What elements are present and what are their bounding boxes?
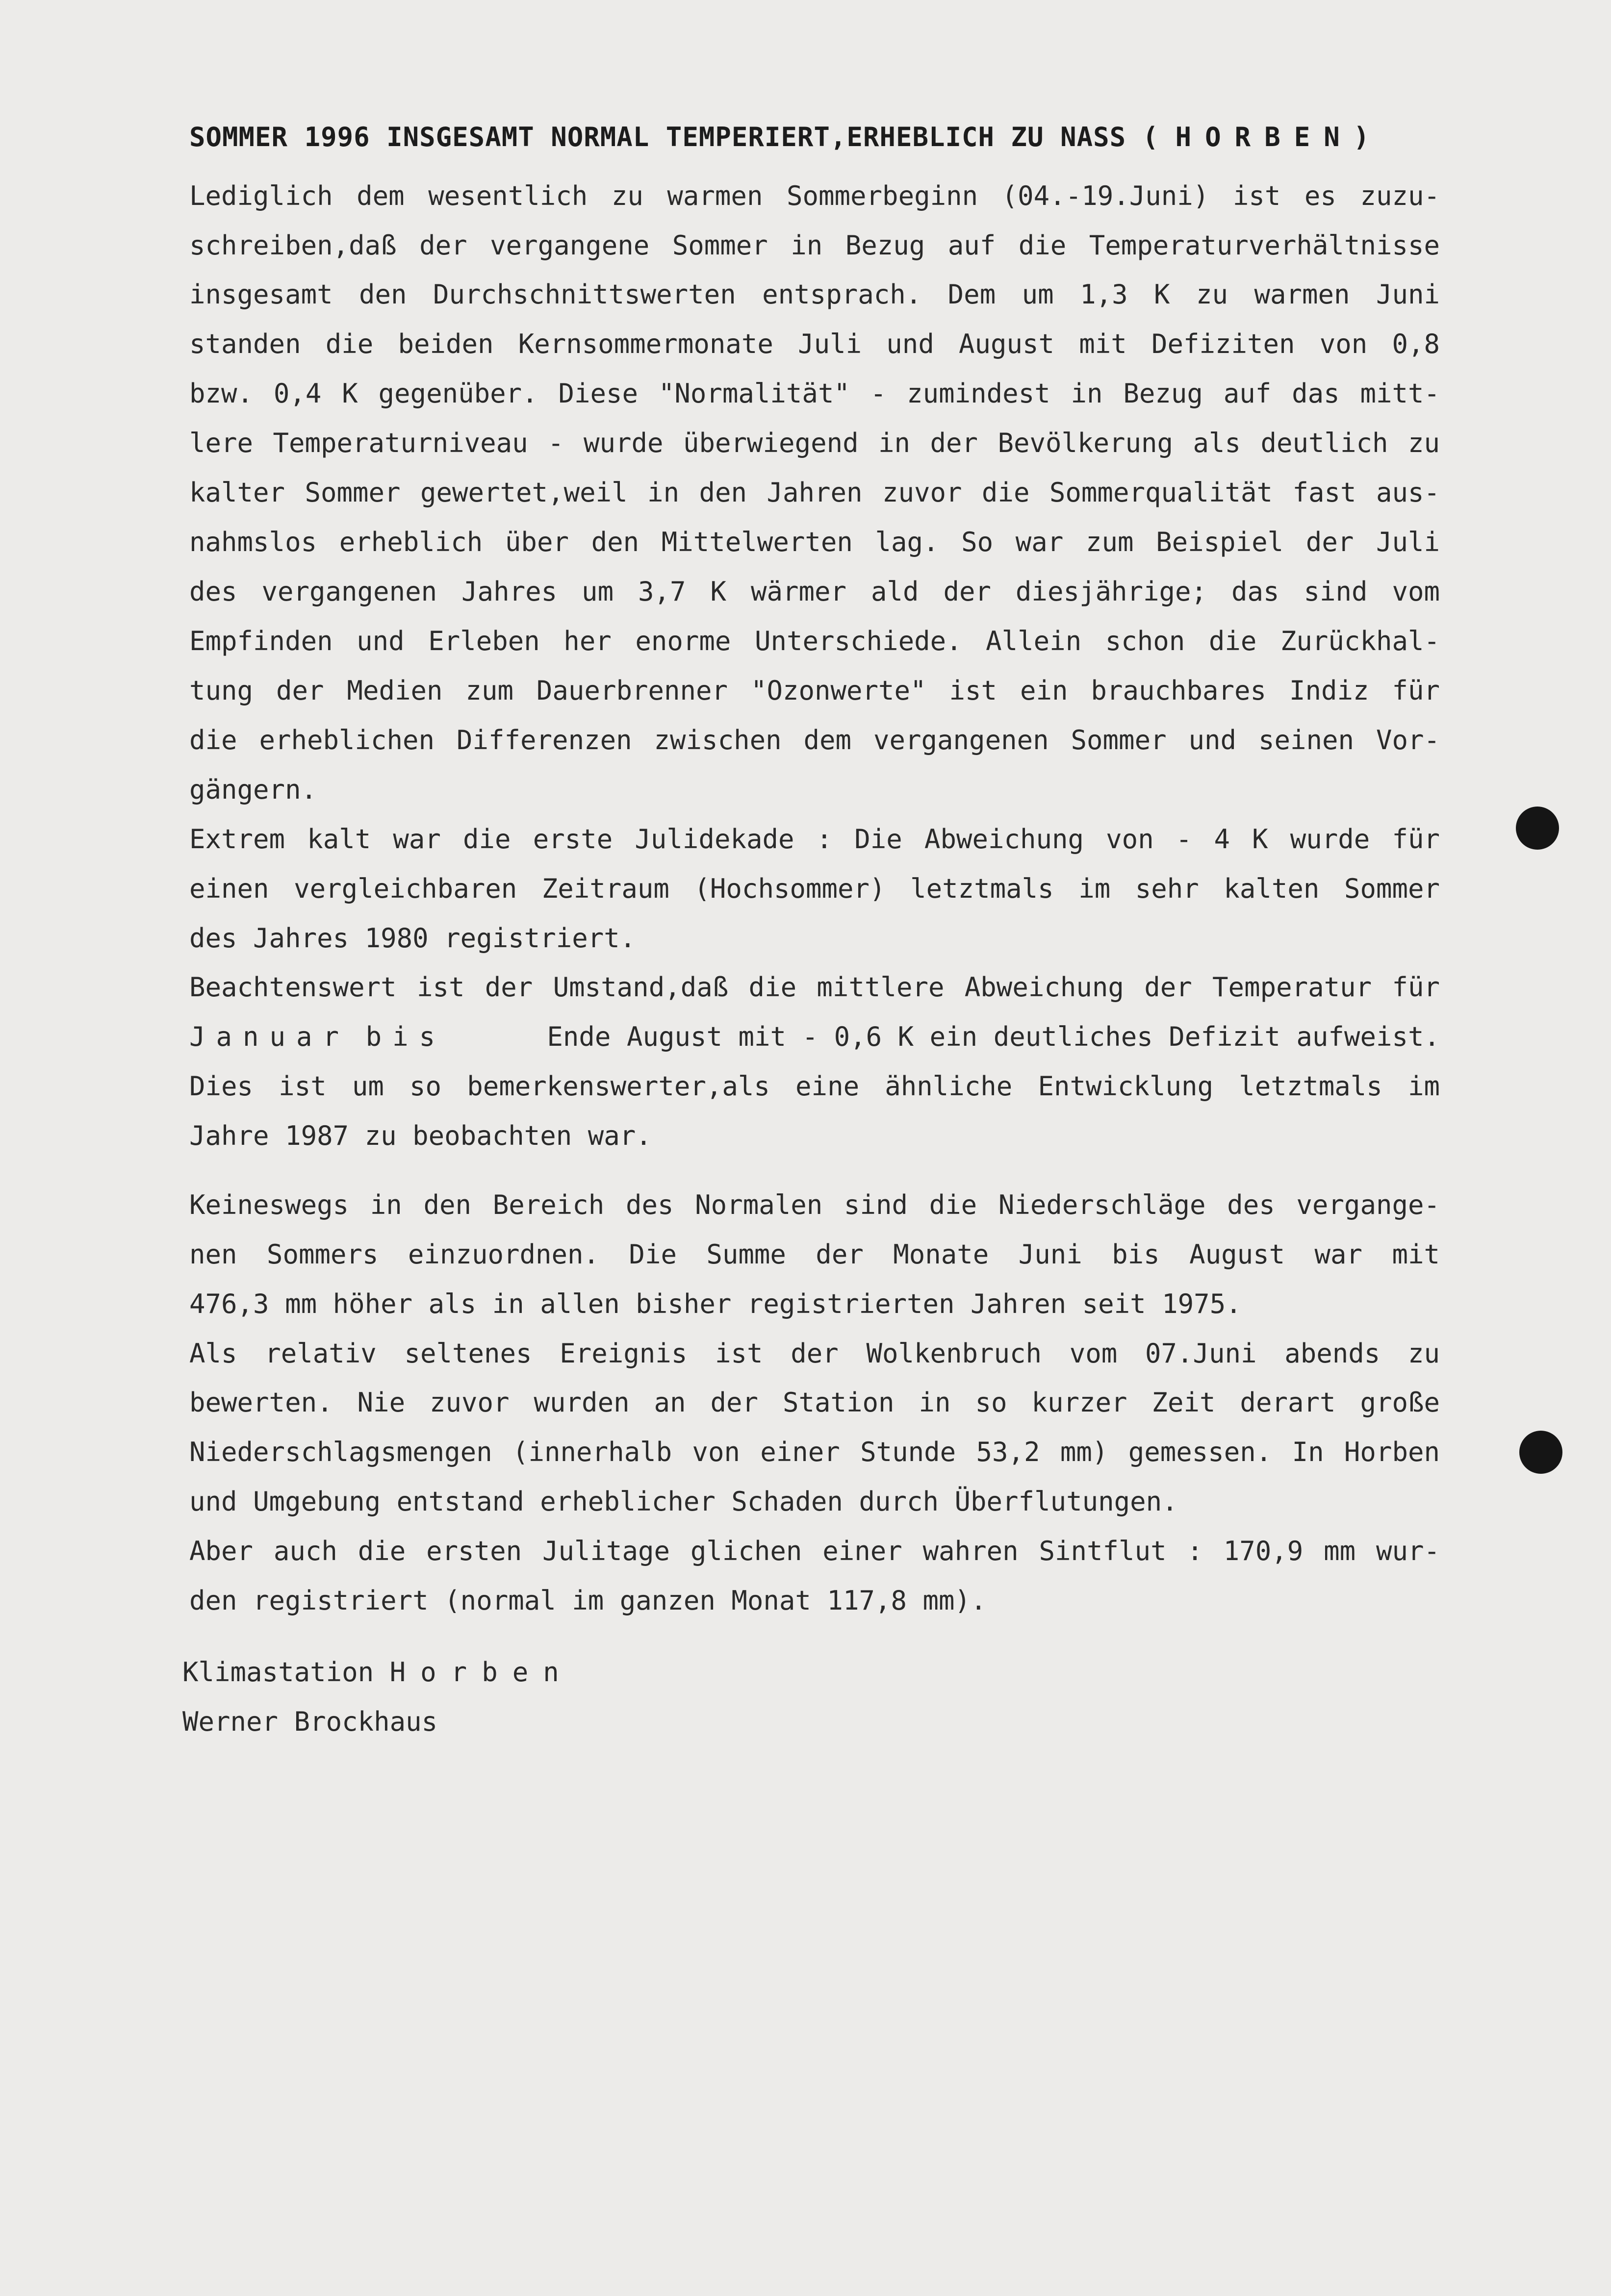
text-line: Als relativ seltenes Ereignis ist der Wolkenbruch vom 07.Juni abends zu — [189, 1338, 1440, 1369]
text-line: Niederschlagsmengen (innerhalb von einer Stunde 53,2 mm) gemessen. In Horben — [189, 1437, 1440, 1467]
text-line: Empfinden und Erleben her enorme Unterschiede. Allein schon die Zurückhal- — [189, 626, 1440, 656]
text-line — [189, 1021, 1440, 1053]
text-line: einen vergleichbaren Zeitraum (Hochsommer) letztmals im sehr kalten Sommer — [189, 873, 1440, 904]
text-fragment: Januar bis — [189, 1021, 446, 1052]
document-title: SOMMER 1996 INSGESAMT NORMAL TEMPERIERT,ERHEBLICH ZU NASS ( HORBEN) — [189, 122, 1370, 152]
text-line: lere Temperaturniveau - wurde überwiegend in der Bevölkerung als deutlich zu — [189, 428, 1440, 458]
punch-hole — [1516, 807, 1559, 850]
text-line: tung der Medien zum Dauerbrenner "Ozonwerte" ist ein brauchbares Indiz für — [189, 675, 1440, 706]
text-line: nahmslos erheblich über den Mittelwerten lag. So war zum Beispiel der Juli — [189, 527, 1440, 557]
text-line: nen Sommers einzuordnen. Die Summe der Monate Juni bis August war mit — [189, 1239, 1440, 1270]
signature-station: Klimastation Horben — [182, 1657, 574, 1688]
text-line: Lediglich dem wesentlich zu warmen Sommerbeginn (04.-19.Juni) ist es zuzu- — [189, 180, 1440, 211]
text-line: des Jahres 1980 registriert. — [189, 923, 636, 954]
text-line: 476,3 mm höher als in allen bisher registrierten Jahren seit 1975. — [189, 1288, 1242, 1319]
signature-author: Werner Brockhaus — [182, 1706, 438, 1737]
punch-hole — [1519, 1431, 1562, 1474]
text-line: Keineswegs in den Bereich des Normalen sind die Niederschläge des vergange- — [189, 1189, 1440, 1220]
text-line: schreiben,daß der vergangene Sommer in Bezug auf die Temperaturverhältnisse — [189, 230, 1440, 261]
text-line: gängern. — [189, 774, 317, 805]
text-line: Aber auch die ersten Julitage glichen einer wahren Sintflut : 170,9 mm wur- — [189, 1536, 1440, 1566]
text-line: Beachtenswert ist der Umstand,daß die mittlere Abweichung der Temperatur für — [189, 972, 1440, 1003]
text-line: insgesamt den Durchschnittswerten entsprach. Dem um 1,3 K zu warmen Juni — [189, 279, 1440, 310]
text-line: standen die beiden Kernsommermonate Juli und August mit Defiziten von 0,8 — [189, 328, 1440, 359]
text-line: Dies ist um so bemerkenswerter,als eine ähnliche Entwicklung letztmals im — [189, 1071, 1440, 1102]
text-line: des vergangenen Jahres um 3,7 K wärmer ald der diesjährige; das sind vom — [189, 576, 1440, 607]
text-line: bewerten. Nie zuvor wurden an der Station in so kurzer Zeit derart große — [189, 1387, 1440, 1418]
text-line: und Umgebung entstand erheblicher Schaden durch Überflutungen. — [189, 1486, 1178, 1517]
text-line: den registriert (normal im ganzen Monat 117,8 mm). — [189, 1585, 987, 1616]
title-place: HORBEN — [1175, 122, 1354, 152]
text-line: Jahre 1987 zu beobachten war. — [189, 1120, 652, 1151]
text-line: die erheblichen Differenzen zwischen dem vergangenen Sommer und seinen Vor- — [189, 725, 1440, 756]
text-fragment: Ende August mit - 0,6 K ein deutliches Defizit aufweist. — [547, 1021, 1440, 1052]
text-line: kalter Sommer gewertet,weil in den Jahren zuvor die Sommerqualität fast aus- — [189, 477, 1440, 508]
text-line: bzw. 0,4 K gegenüber. Diese "Normalität" - zumindest in Bezug auf das mitt- — [189, 378, 1440, 409]
text-line: Extrem kalt war die erste Julidekade : Die Abweichung von - 4 K wurde für — [189, 824, 1440, 855]
